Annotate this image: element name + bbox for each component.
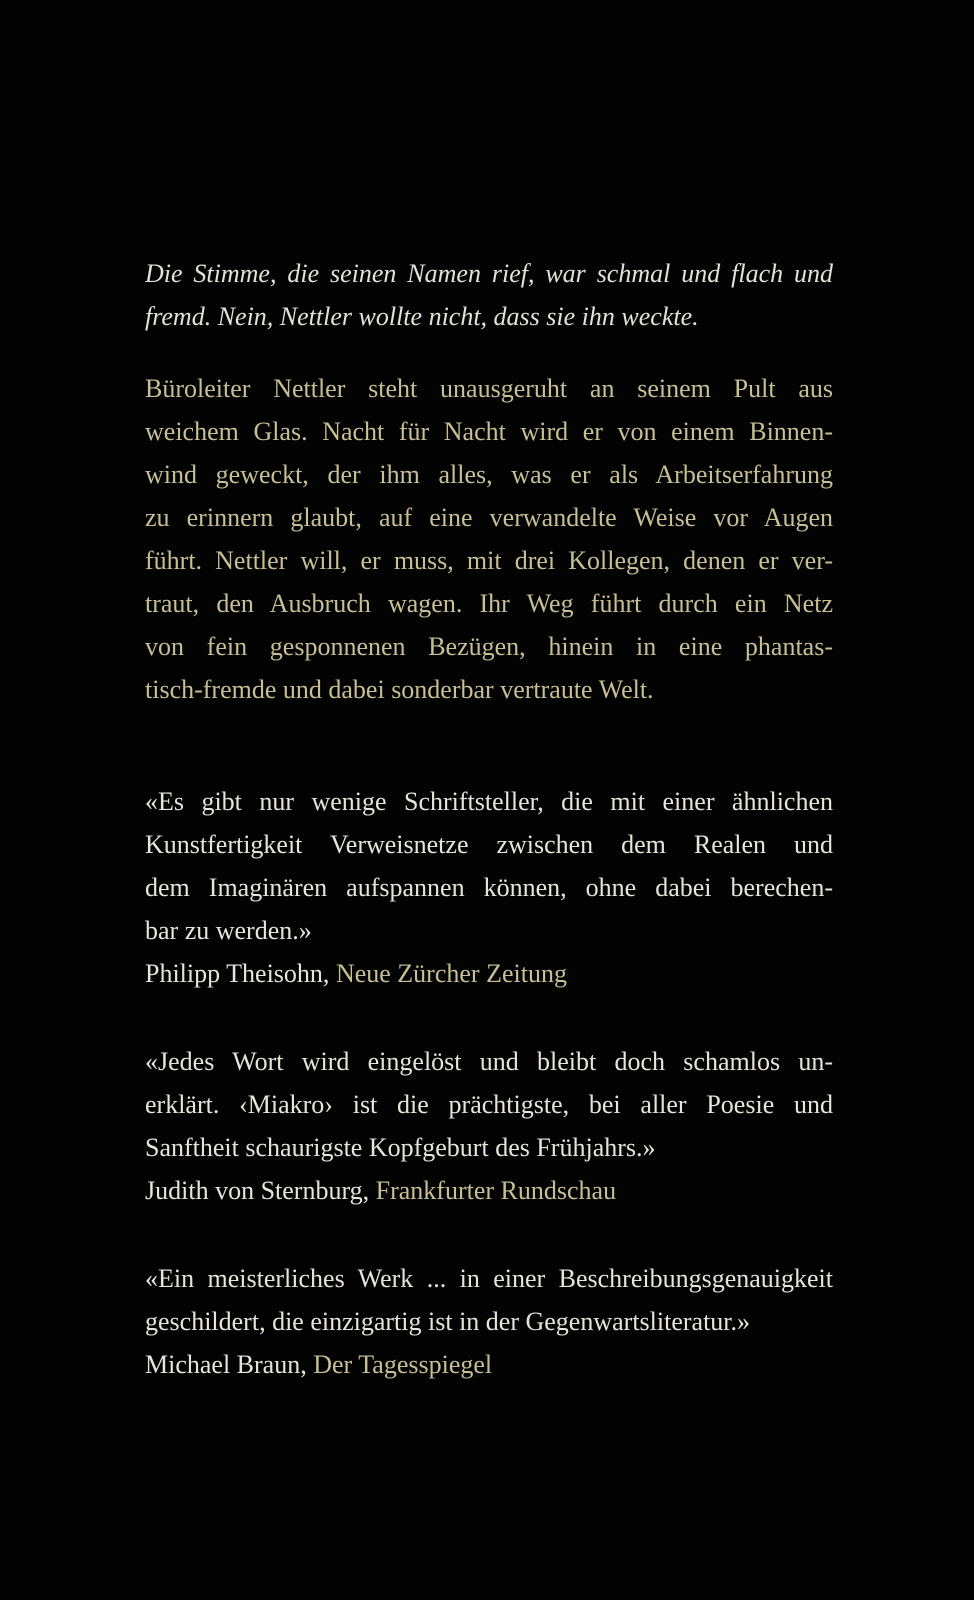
review-source: Frankfurter Rundschau — [375, 1176, 617, 1205]
intro-line: Die Stimme, die seinen Namen rief, war schmal und flach und — [145, 259, 833, 288]
blurb-line: Büroleiter Nettler steht unausgeruht an seinem Pult aus — [145, 374, 833, 403]
review-line: dem Imaginären aufspannen können, ohne dabei berechen- — [145, 873, 833, 902]
review-source: Neue Zürcher Zeitung — [335, 959, 567, 988]
review-line: Kunstfertigkeit Verweisnetze zwischen dem Realen und — [145, 830, 833, 859]
review-author: Michael Braun, — [145, 1350, 307, 1379]
review-attribution — [145, 1343, 833, 1386]
review-line: «Ein meisterliches Werk ... in einer Beschreibungsgenauigkeit — [145, 1264, 833, 1293]
review-attribution — [145, 952, 833, 995]
blurb-line: führt. Nettler will, er muss, mit drei Kollegen, denen er ver- — [145, 546, 833, 575]
intro-excerpt — [145, 252, 833, 338]
review-source: Der Tagesspiegel — [313, 1350, 493, 1379]
blurb-line: tisch-fremde und dabei sonderbar vertraute Welt. — [145, 675, 654, 704]
review-line: «Es gibt nur wenige Schriftsteller, die mit einer ähnlichen — [145, 787, 833, 816]
intro-line: fremd. Nein, Nettler wollte nicht, dass sie ihn weckte. — [145, 302, 699, 331]
review-line: bar zu werden.» — [145, 916, 312, 945]
review-line: geschildert, die einzigartig ist in der Gegenwartsliteratur.» — [145, 1307, 751, 1336]
book-blurb — [145, 367, 833, 711]
review-author: Philipp Theisohn, — [145, 959, 330, 988]
blurb-line: traut, den Ausbruch wagen. Ihr Weg führt durch ein Netz — [145, 589, 833, 618]
blurb-line: wind geweckt, der ihm alles, was er als Arbeitserfahrung — [145, 460, 833, 489]
review-author: Judith von Sternburg, — [145, 1176, 370, 1205]
blurb-line: von fein gesponnenen Bezügen, hinein in eine phantas- — [145, 632, 833, 661]
review-line: «Jedes Wort wird eingelöst und bleibt doch schamlos un- — [145, 1047, 833, 1076]
review-line: erklärt. ‹Miakro› ist die prächtigste, bei aller Poesie und — [145, 1090, 833, 1119]
review-attribution — [145, 1169, 833, 1212]
review-line: Sanftheit schaurigste Kopfgeburt des Frühjahrs.» — [145, 1133, 656, 1162]
review-quote — [145, 780, 833, 995]
blurb-line: weichem Glas. Nacht für Nacht wird er von einem Binnen- — [145, 417, 833, 446]
review-quote — [145, 1040, 833, 1212]
review-quote — [145, 1257, 833, 1386]
blurb-line: zu erinnern glaubt, auf eine verwandelte Weise vor Augen — [145, 503, 833, 532]
